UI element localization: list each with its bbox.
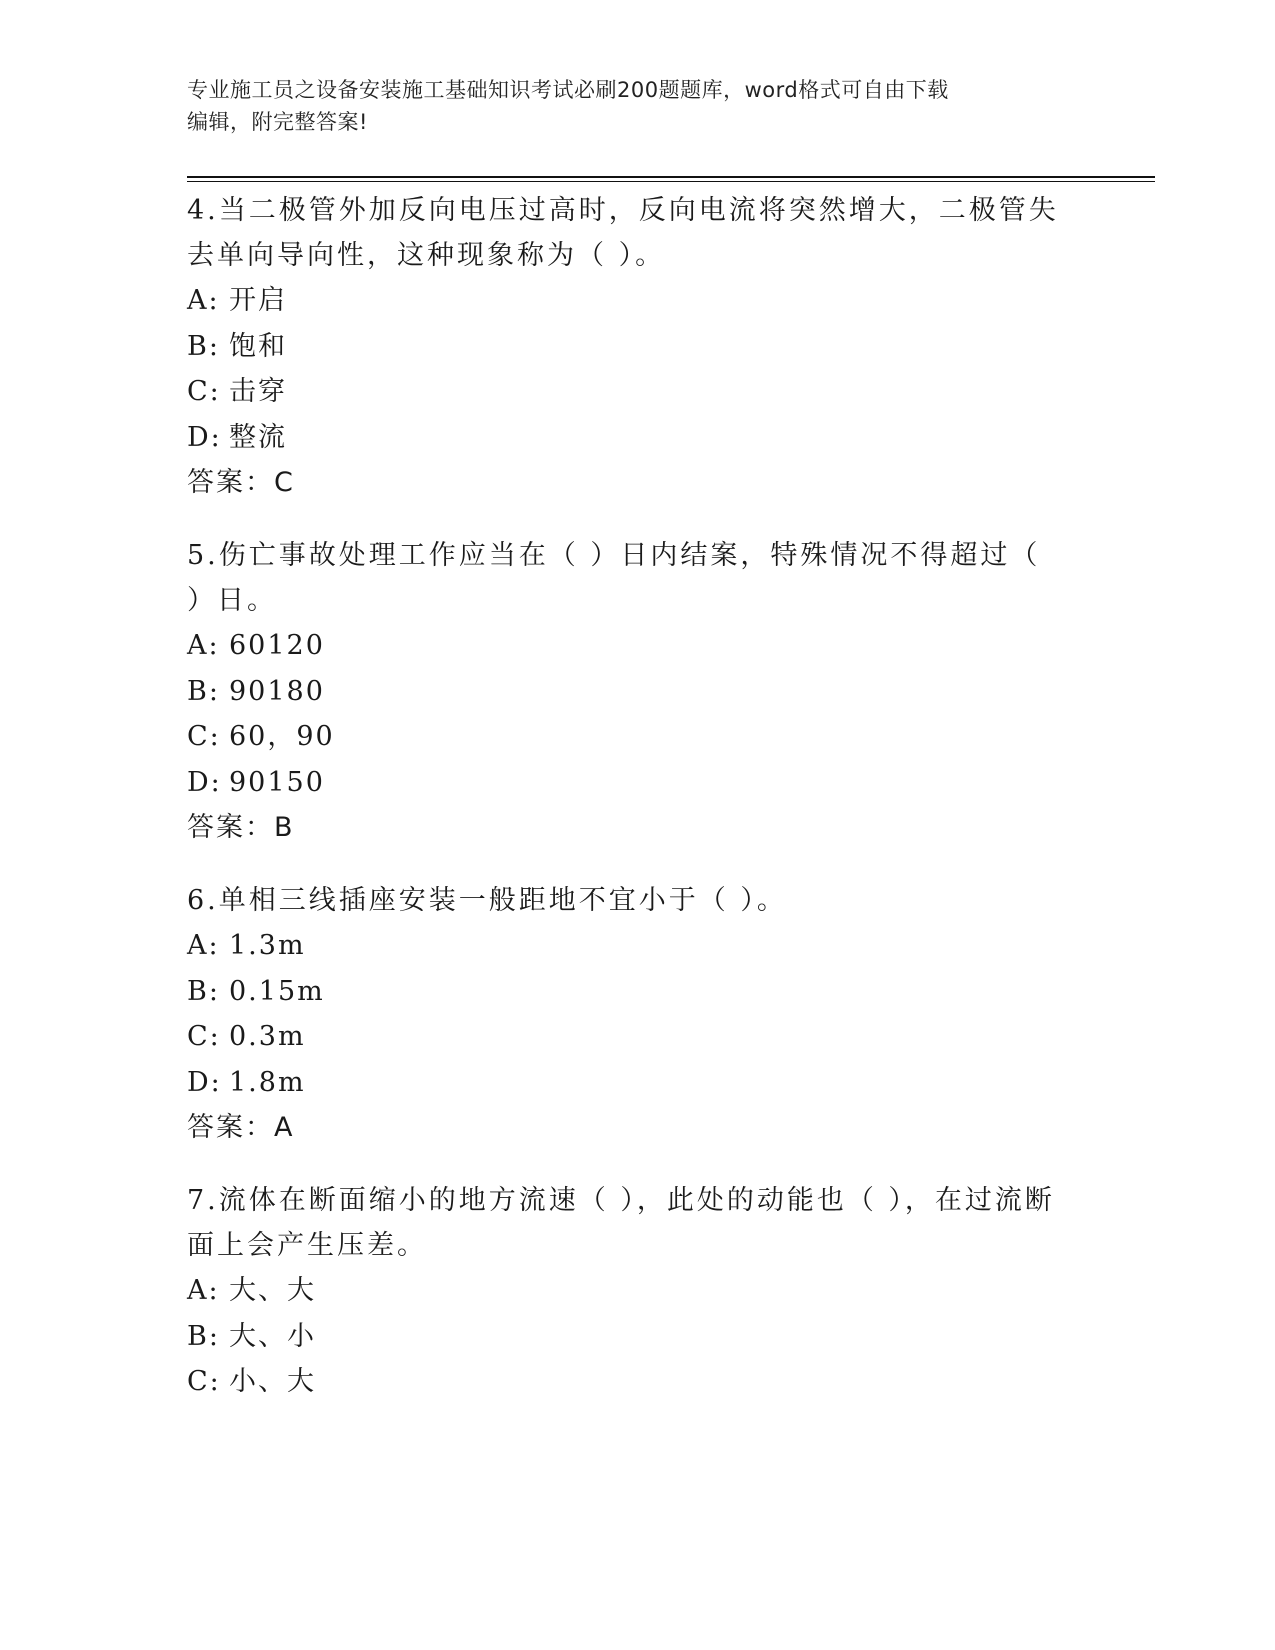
option-label: D: xyxy=(187,1066,222,1098)
option-c xyxy=(187,714,1067,760)
question-item xyxy=(187,1178,1067,1405)
option-label: A: xyxy=(187,285,220,316)
option-label: B: xyxy=(187,975,220,1007)
header-title-line-2: 编辑，附完整答案! xyxy=(187,110,368,134)
option-value: 1.8m xyxy=(229,1066,306,1098)
option-value: 击穿 xyxy=(229,376,287,407)
question-text: 6.单相三线插座安装一般距地不宜小于（ ）。 xyxy=(187,885,787,916)
option-value: 90180 xyxy=(229,675,325,707)
option-label: C: xyxy=(187,1366,221,1397)
option-a xyxy=(187,623,1067,669)
question-item xyxy=(187,533,1067,850)
option-label: B: xyxy=(187,330,220,362)
option-c xyxy=(187,1359,1067,1405)
question-text: 5.伤亡事故处理工作应当在（ ）日内结案，特殊情况不得超过（ ）日。 xyxy=(187,540,1041,616)
option-value: 60，90 xyxy=(229,721,335,752)
header-divider-thin xyxy=(187,181,1155,182)
option-b xyxy=(187,969,1067,1015)
option-value: 0.15m xyxy=(229,975,325,1007)
option-label: B: xyxy=(187,675,220,707)
option-label: A: xyxy=(187,930,220,961)
option-d xyxy=(187,1060,1067,1106)
option-value: 大、小 xyxy=(229,1320,316,1352)
option-label: D: xyxy=(187,421,222,453)
question-list xyxy=(187,188,1067,1433)
option-c xyxy=(187,1014,1067,1060)
document-header xyxy=(187,74,1067,138)
option-label: A: xyxy=(187,1275,220,1306)
option-value: 60120 xyxy=(229,630,325,661)
option-b xyxy=(187,324,1067,370)
option-value: 整流 xyxy=(229,421,287,453)
option-b xyxy=(187,1314,1067,1360)
option-value: 开启 xyxy=(229,285,287,316)
question-item xyxy=(187,878,1067,1150)
answer-text: 答案：C xyxy=(187,467,295,498)
option-value: 小、大 xyxy=(229,1366,316,1397)
option-c xyxy=(187,369,1067,415)
option-d xyxy=(187,760,1067,806)
option-value: 1.3m xyxy=(229,930,306,961)
option-a xyxy=(187,1268,1067,1314)
option-label: C: xyxy=(187,721,221,752)
option-label: D: xyxy=(187,766,222,798)
option-b xyxy=(187,669,1067,715)
question-text: 7.流体在断面缩小的地方流速（ ），此处的动能也（ ），在过流断面上会产生压差。 xyxy=(187,1185,1055,1261)
answer-text: 答案：B xyxy=(187,812,295,843)
answer-text: 答案：A xyxy=(187,1112,295,1143)
option-label: C: xyxy=(187,376,221,407)
option-label: C: xyxy=(187,1021,221,1052)
header-divider-thick xyxy=(187,176,1155,178)
option-value: 饱和 xyxy=(229,330,287,362)
option-a xyxy=(187,923,1067,969)
question-text: 4.当二极管外加反向电压过高时，反向电流将突然增大，二极管失去单向导向性，这种现象称为（ ）。 xyxy=(187,195,1059,271)
option-a xyxy=(187,278,1067,324)
option-value: 0.3m xyxy=(229,1021,306,1052)
option-value: 90150 xyxy=(229,766,325,798)
option-d xyxy=(187,415,1067,461)
header-title-line-1: 专业施工员之设备安装施工基础知识考试必刷200题题库，word格式可自由下载 xyxy=(187,78,949,102)
option-label: A: xyxy=(187,630,220,661)
option-label: B: xyxy=(187,1320,220,1352)
question-item xyxy=(187,188,1067,505)
option-value: 大、大 xyxy=(229,1275,316,1306)
